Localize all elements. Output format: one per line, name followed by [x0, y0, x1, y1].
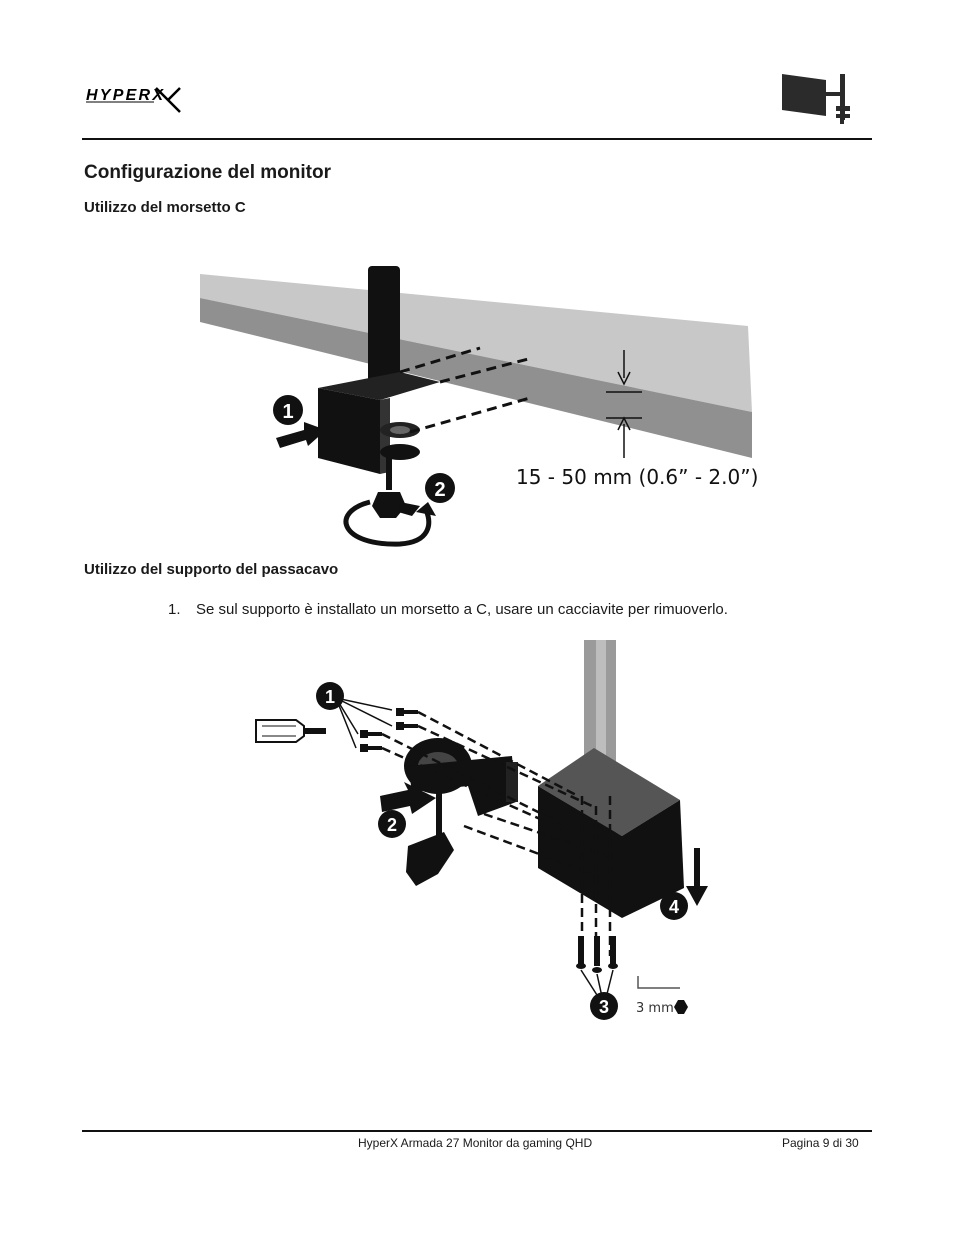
step-number: 1. — [168, 601, 181, 618]
footer-rule — [82, 1130, 872, 1132]
figure-cable-support — [248, 636, 718, 1028]
support-bracket — [408, 756, 516, 816]
down-arrow — [686, 848, 708, 906]
svg-text:1: 1 — [282, 401, 294, 423]
footer-page-number: Pagina 9 di 30 — [782, 1136, 859, 1150]
subsection-title-cable-support: Utilizzo del supporto del passacavo — [84, 561, 339, 578]
desk-top — [200, 274, 752, 412]
svg-text:1: 1 — [324, 687, 336, 707]
svg-text:4: 4 — [668, 897, 680, 917]
screwdriver-icon — [256, 720, 304, 742]
step-text: Se sul supporto è installato un morsetto a C, usare un cacciavite per rimuoverlo. — [196, 601, 728, 618]
clamp-body — [318, 388, 380, 474]
arm-pole — [368, 266, 400, 390]
figure-c-clamp — [200, 262, 760, 552]
svg-text:2: 2 — [386, 815, 398, 835]
monitor-arm-icon — [778, 70, 854, 126]
hyperx-logo-text: HYPERX — [86, 87, 164, 104]
svg-text:3: 3 — [598, 997, 610, 1017]
step-1 — [168, 601, 728, 618]
header-rule — [82, 138, 872, 140]
svg-text:2: 2 — [434, 479, 446, 501]
hyperx-logo — [84, 80, 184, 114]
hex-key-icon — [638, 976, 680, 988]
subsection-title-c-clamp: Utilizzo del morsetto C — [84, 199, 246, 216]
hex-icon — [674, 1000, 688, 1014]
page-title: Configurazione del monitor — [84, 162, 331, 183]
footer-doc-title: HyperX Armada 27 Monitor da gaming QHD — [358, 1136, 593, 1150]
tool-label: 3 mm — [636, 1001, 674, 1016]
dimension-label: 15 - 50 mm (0.6” - 2.0”) — [516, 465, 759, 489]
thumb-screw — [406, 832, 454, 886]
